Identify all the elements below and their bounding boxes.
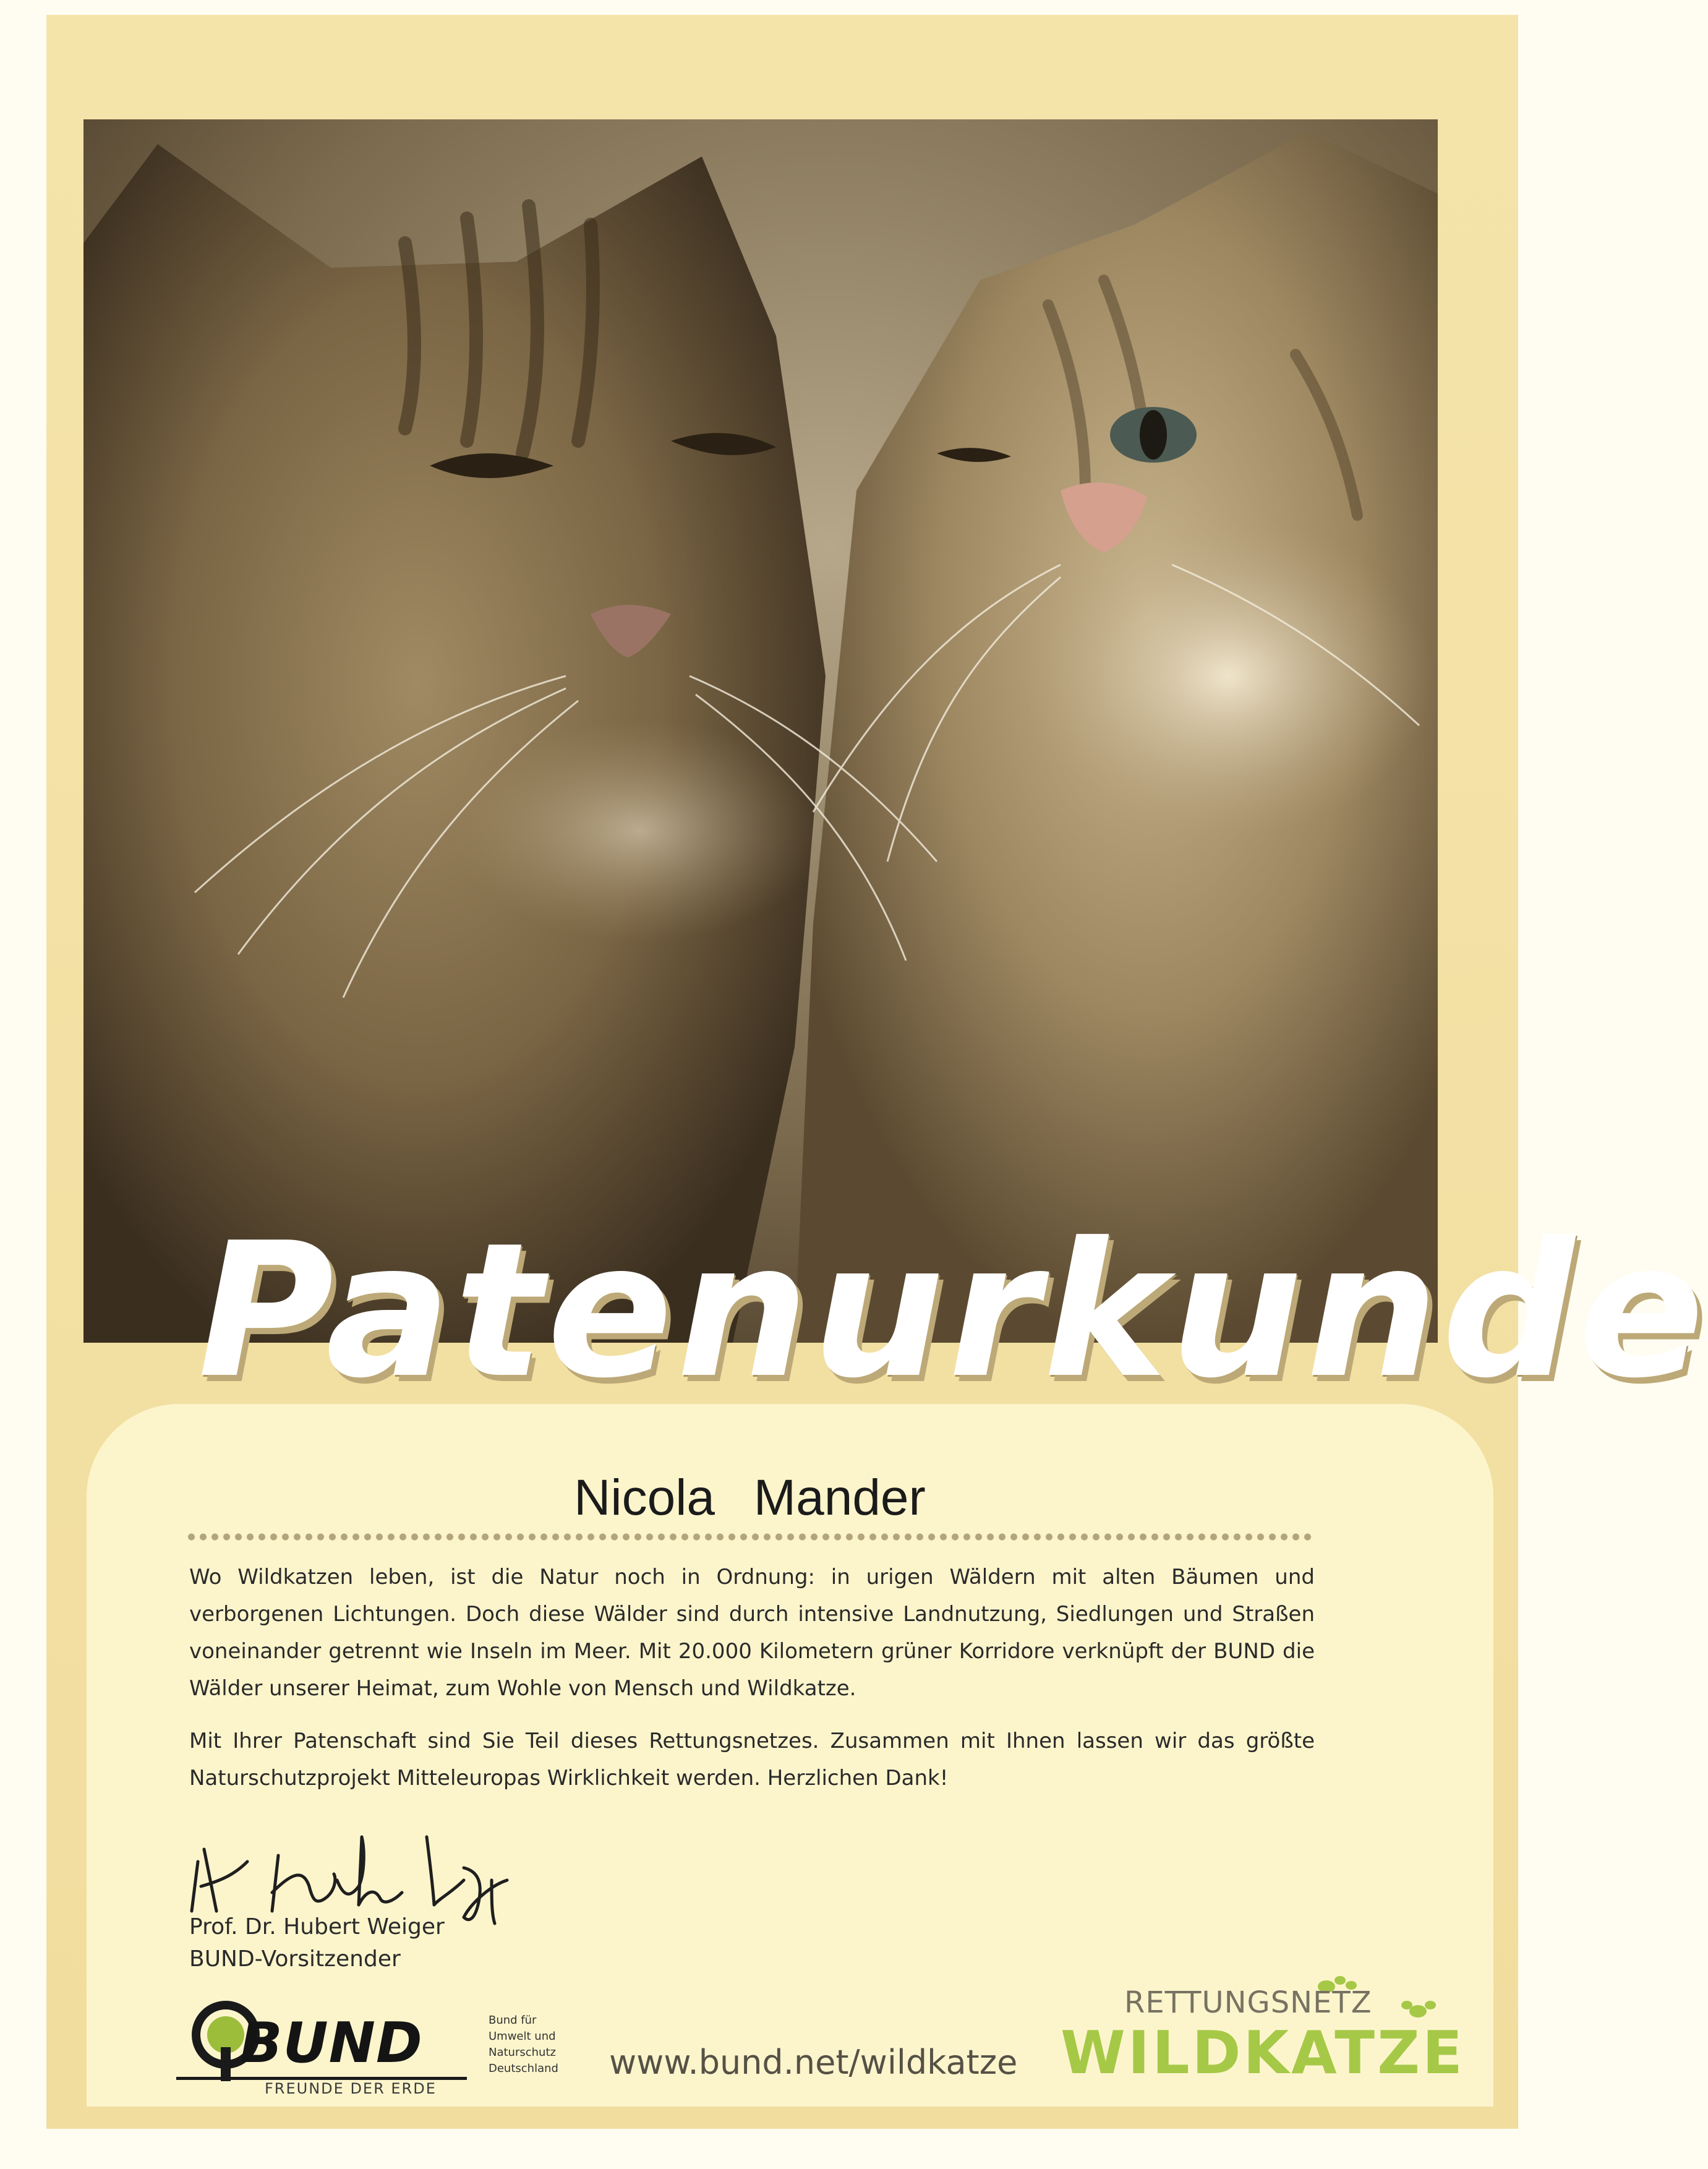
signer-role: BUND-Vorsitzender [189, 1946, 401, 1972]
bund-wordmark: BUND [240, 2011, 423, 2076]
bund-subtitle [489, 2013, 575, 2077]
dotted-divider [186, 1530, 1314, 1544]
bund-subtitle-line: Bund für [489, 2014, 537, 2027]
wildkatze-text: WILDKATZE [1061, 2019, 1465, 2087]
bund-tagline: FREUNDE DER ERDE [265, 2080, 437, 2097]
signer-name: Prof. Dr. Hubert Weiger [189, 1914, 445, 1940]
bund-subtitle-line: Naturschutz [489, 2046, 556, 2059]
campaign-url: www.bund.net/wildkatze [609, 2043, 1018, 2082]
wildcats-photo [83, 119, 1438, 1343]
recipient-name: Nicola Mander [574, 1470, 926, 1526]
bund-subtitle-line: Umwelt und [489, 2030, 556, 2043]
bund-subtitle-line: Deutschland [489, 2062, 558, 2075]
thanks-paragraph: Mit Ihrer Patenschaft sind Sie Teil dieses Rettungsnetzes. Zusammen mit Ihnen lassen wir das größte Naturschutzprojekt Mitteleuropas Wirklichkeit werden. Herzlichen Dank! [189, 1729, 1315, 1790]
certificate-title: Patenurkunde [198, 1203, 1708, 1419]
intro-paragraph: Wo Wildkatzen leben, ist die Natur noch in Ordnung: in urigen Wäldern mit alten Bäumen und verborgenen Lichtungen. Doch diese Wälder sind durch intensive Landnutzung, Siedlungen und Straßen voneinander getrennt wie Inseln im Meer. Mit 20.000 Kilometern grüner Korridore verknüpft der BUND die Wälder unserer Heimat, zum Wohle von Mensch und Wildkatze. [189, 1565, 1315, 1701]
rettungsnetz-text: RETTUNGSNETZ [1124, 1985, 1372, 2020]
signer-block [189, 1911, 445, 1975]
